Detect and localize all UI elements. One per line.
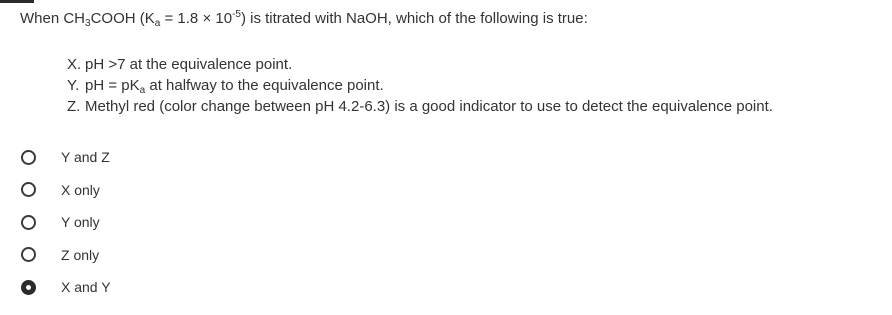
statement-z	[67, 96, 773, 117]
answer-options	[21, 141, 111, 304]
option-x-only[interactable]	[21, 174, 111, 207]
option-label: Z only	[61, 246, 100, 263]
option-label: X and Y	[61, 279, 111, 296]
option-z-only[interactable]	[21, 239, 111, 272]
radio-button-selected[interactable]	[21, 280, 36, 295]
statement-y	[67, 75, 773, 96]
question-text: When $CH_3COOH$ $(K_a = 1.8 \times 10^{-5})$ is titrated with NaOH, which of the following is true:	[20, 9, 588, 29]
statement-x	[67, 54, 773, 75]
statement-text: pH = $pK_a$ at halfway to the equivalence point.	[85, 77, 384, 96]
statement-key: Z.	[67, 98, 81, 115]
statement-text: Methyl red (color change between pH 4.2-6.3) is a good indicator to use to detect the equivalence point.	[85, 98, 773, 115]
top-accent-bar	[0, 0, 34, 3]
radio-button[interactable]	[21, 215, 36, 230]
statement-key: X.	[67, 56, 82, 73]
option-y-only[interactable]	[21, 206, 111, 239]
statement-text: pH >7 at the equivalence point.	[85, 56, 293, 73]
option-y-and-z[interactable]	[21, 141, 111, 174]
statement-key: Y.	[67, 77, 80, 94]
radio-button[interactable]	[21, 182, 36, 197]
radio-button[interactable]	[21, 150, 36, 165]
option-label: Y and Z	[61, 149, 110, 166]
statement-list	[67, 54, 773, 117]
option-label: X only	[61, 181, 100, 198]
option-x-and-y[interactable]	[21, 271, 111, 304]
radio-button[interactable]	[21, 247, 36, 262]
option-label: Y only	[61, 214, 100, 231]
